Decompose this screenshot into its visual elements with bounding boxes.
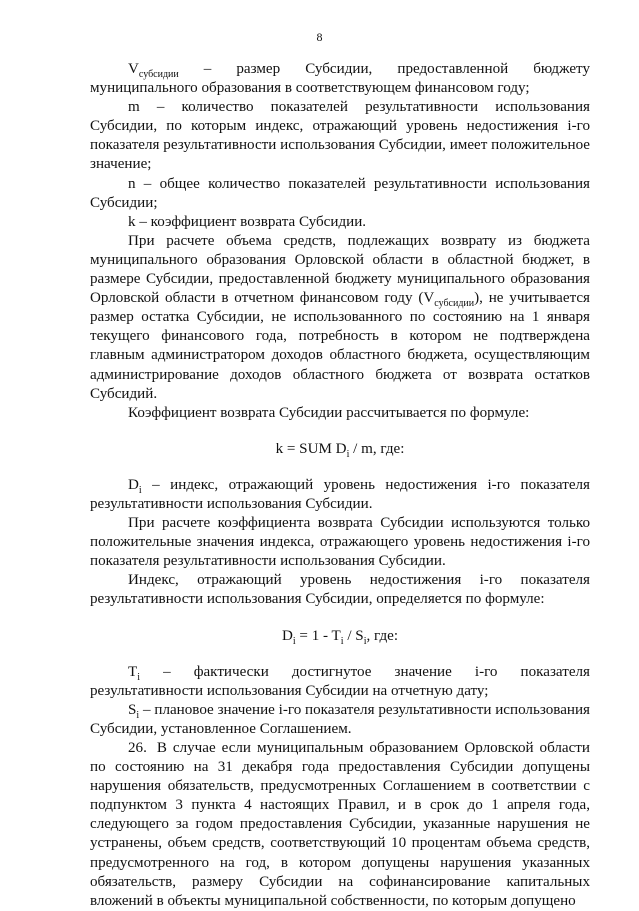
paragraph-text: – размер Субсидии, предоставленной бюджету муниципального образования в соответствующем финансовом году; (90, 61, 590, 97)
formula-subscript: i (292, 635, 296, 647)
symbol-d: D (128, 476, 139, 493)
symbol-s-subscript: i (136, 709, 140, 721)
formula-part: / m, где: (349, 440, 405, 457)
paragraph-v-subsidy-definition (90, 60, 590, 98)
paragraph-k-definition: k – коэффициент возврата Субсидии. (128, 213, 367, 230)
paragraph-m-definition: m – количество показателей результативности использования Субсидии, по которым индекс, отражающий уровень недостижения i-го показателя результативности использования Субсидии, имеет положительное значение; (90, 99, 590, 173)
formula-part: / S (343, 627, 364, 644)
formula-subscript: i (346, 448, 350, 460)
symbol-t: T (128, 663, 138, 680)
formula-d (90, 627, 590, 646)
formula-k (90, 440, 590, 459)
formula-subscript: i (363, 635, 367, 647)
paragraph-text: При расчете объема средств, подлежащих возврату из бюджета муниципального образования Орловской области в областной бюджет, в размере Субсидии, предоставленной бюджету муниципального образования Орловской области в отчетном финансовом году (V (90, 232, 590, 307)
paragraph-text: В случае если муниципальным образованием Орловской области по состоянию на 31 декабря года предоставления Субсидии допущены нарушения обязательств, предусмотренных Соглашением в соответствии с подпунктом 3 пункта 4 настоящих Правил, и в срок до 1 апреля года, следующего за годом предоставления Субсидии, указанные нарушения не устранены, объем средств, соответствующий 10 процентам объема средств, предусмотренного на год, в котором допущены нарушения указанных обязательств, размеру Субсидии на софинансирование капитальных вложений в объекты муниципальной собственности, по которым допущено (90, 740, 590, 909)
symbol-s: S (128, 701, 137, 718)
paragraph-text: – индекс, отражающий уровень недостижения i-го показателя результативности использования Субсидии. (90, 476, 590, 512)
paragraph-coefficient-intro: Коэффициент возврата Субсидии рассчитывается по формуле: (128, 404, 530, 421)
paragraph-index-intro: Индекс, отражающий уровень недостижения i-го показателя результативности использования Субсидии, определяется по формуле: (90, 572, 590, 608)
symbol-d-subscript: i (138, 484, 142, 496)
paragraph-calculation-rules (90, 232, 590, 404)
symbol-v: V (128, 61, 139, 77)
paragraph-s-definition (90, 701, 590, 739)
symbol-t-subscript: i (137, 671, 141, 683)
paragraph-text: – плановое значение i-го показателя результативности использования Субсидии, установленное Соглашением. (90, 701, 590, 737)
formula-part: , где: (366, 627, 399, 644)
symbol-v-subscript: субсидии (138, 69, 179, 81)
paragraph-t-definition (90, 663, 590, 701)
page-number: 8 (316, 30, 323, 44)
formula-part: k = SUM D (275, 440, 347, 457)
paragraph-text: – фактически достигнутое значение i-го показателя результативности использования Субсидии на отчетную дату; (90, 663, 590, 699)
formula-part: D (281, 627, 293, 644)
document-body (90, 60, 590, 911)
paragraph-text: ), не учитывается размер остатка Субсидии, не использованного по состоянию на 1 января текущего финансового года, потребность в котором не подтверждена главным администратором доходов областного бюджета, осуществляющим администрирование доходов областного бюджета от возврата остатков Субсидий. (90, 290, 590, 402)
formula-part: = 1 - T (295, 627, 341, 644)
formula-subscript: i (340, 635, 344, 647)
paragraph-section-26 (90, 739, 590, 911)
section-number: 26. (128, 740, 147, 756)
paragraph-d-definition (90, 476, 590, 514)
paragraph-n-definition: n – общее количество показателей результативности использования Субсидии; (90, 175, 590, 211)
symbol-v-subscript: субсидии (434, 298, 475, 310)
paragraph-positive-values: При расчете коэффициента возврата Субсидии используются только положительные значения индекса, отражающего уровень недостижения i-го показателя результативности использования Субсидии. (90, 515, 590, 570)
